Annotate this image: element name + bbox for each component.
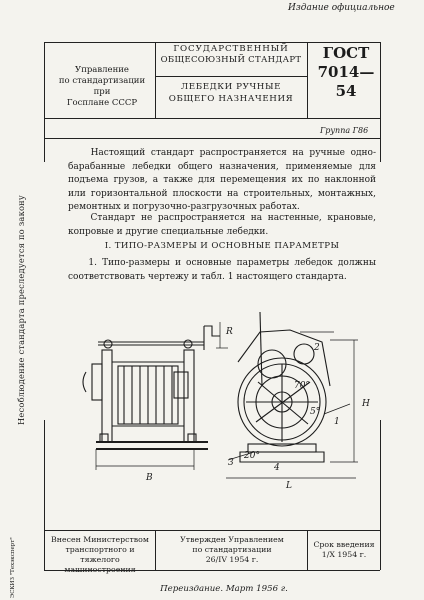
intro-paragraph bbox=[68, 147, 376, 215]
footer-divider-right bbox=[307, 530, 308, 570]
introduced-by bbox=[46, 535, 154, 575]
footer-top-rule bbox=[44, 530, 380, 531]
effective-date bbox=[309, 540, 379, 560]
authority-line: Госплане СССР bbox=[66, 98, 138, 108]
frame-left-lower bbox=[44, 420, 45, 570]
label-H: H bbox=[362, 399, 370, 409]
gost-label: ГОСТ bbox=[322, 44, 370, 62]
header-bottom-rule bbox=[44, 118, 380, 119]
header-divider-left bbox=[155, 42, 156, 118]
footer-line: 26/IV 1954 г. bbox=[205, 555, 259, 564]
standard-type bbox=[158, 44, 304, 66]
footer-line: по стандартизации bbox=[192, 545, 272, 554]
label-1: 1 bbox=[334, 417, 340, 427]
authority-line: Управление bbox=[75, 65, 129, 75]
label-B: B bbox=[146, 473, 153, 483]
scope-text: Стандарт не распространяется на настенные, крановые, копровые и другие специальные лебедки. bbox=[68, 213, 376, 237]
frame-right-upper bbox=[380, 42, 381, 162]
group-label: Группа Г86 bbox=[320, 126, 369, 135]
database-stamp: ЭСКИЗ "Техэксперт" bbox=[10, 537, 16, 598]
group-rule bbox=[44, 138, 380, 139]
section-heading: I. ТИПО-РАЗМЕРЫ И ОСНОВНЫЕ ПАРАМЕТРЫ bbox=[104, 241, 340, 251]
label-R: R bbox=[226, 327, 233, 337]
label-L: L bbox=[286, 481, 292, 488]
footer-divider-left bbox=[155, 530, 156, 570]
label-angle-5: 5° bbox=[310, 407, 321, 417]
gost-number: 7014—54 bbox=[317, 63, 375, 100]
footer-line: Внесен Министерством bbox=[51, 535, 149, 544]
header-mid-rule bbox=[155, 76, 308, 77]
edition-label: Издание официальное bbox=[288, 3, 395, 13]
approved-by bbox=[158, 535, 306, 565]
footer-line: 1/X 1954 г. bbox=[321, 550, 367, 559]
scope-exclusion-paragraph bbox=[68, 212, 376, 239]
winch-side-view bbox=[83, 322, 228, 470]
clause-text: 1. Типо-размеры и основные параметры лебедок должны соответствовать чертежу и табл. 1 настоящего стандарта. bbox=[68, 258, 376, 282]
footer-line: Утвержден Управлением bbox=[180, 535, 284, 544]
intro-text: Настоящий стандарт распространяется на ручные одно-барабанные лебедки общего назначения, применяемые для подъема грузов, а также для перемещения их по наклонной или горизонтальной плоскости на строительных, монтажных, ремонтных и погрузочно-разгрузочных работах. bbox=[68, 148, 376, 213]
label-4: 4 bbox=[274, 463, 280, 473]
authority-block bbox=[52, 65, 152, 109]
label-angle-70: 70° bbox=[294, 381, 310, 391]
label-2: 2 bbox=[314, 343, 320, 353]
footer-line: машиностроения bbox=[64, 565, 136, 574]
footer-line: Срок введения bbox=[313, 540, 375, 549]
frame-left-upper bbox=[44, 42, 45, 162]
label-3: 3 bbox=[228, 458, 234, 468]
title-line: ЛЕБЕДКИ РУЧНЫЕ bbox=[180, 82, 282, 92]
frame-top bbox=[44, 42, 380, 43]
reprint-note: Переиздание. Март 1956 г. bbox=[160, 584, 288, 594]
standard-type-line: ОБЩЕСОЮЗНЫЙ СТАНДАРТ bbox=[160, 55, 302, 65]
footer-line: транспортного и тяжелого bbox=[65, 545, 135, 564]
legal-notice: Несоблюдение стандарта преследуется по закону bbox=[16, 195, 26, 425]
clause-1-paragraph bbox=[68, 257, 376, 284]
standard-type-line: ГОСУДАРСТВЕННЫЙ bbox=[173, 44, 289, 54]
gost-code bbox=[314, 44, 378, 101]
winch-drawing bbox=[78, 302, 378, 488]
document-title bbox=[160, 81, 302, 105]
header-divider-right bbox=[307, 42, 308, 118]
frame-right-lower bbox=[380, 420, 381, 570]
label-angle-20: 20° bbox=[244, 451, 260, 461]
authority-line: по стандартизации bbox=[58, 76, 146, 86]
authority-line: при bbox=[93, 87, 111, 97]
title-line: ОБЩЕГО НАЗНАЧЕНИЯ bbox=[168, 94, 294, 104]
